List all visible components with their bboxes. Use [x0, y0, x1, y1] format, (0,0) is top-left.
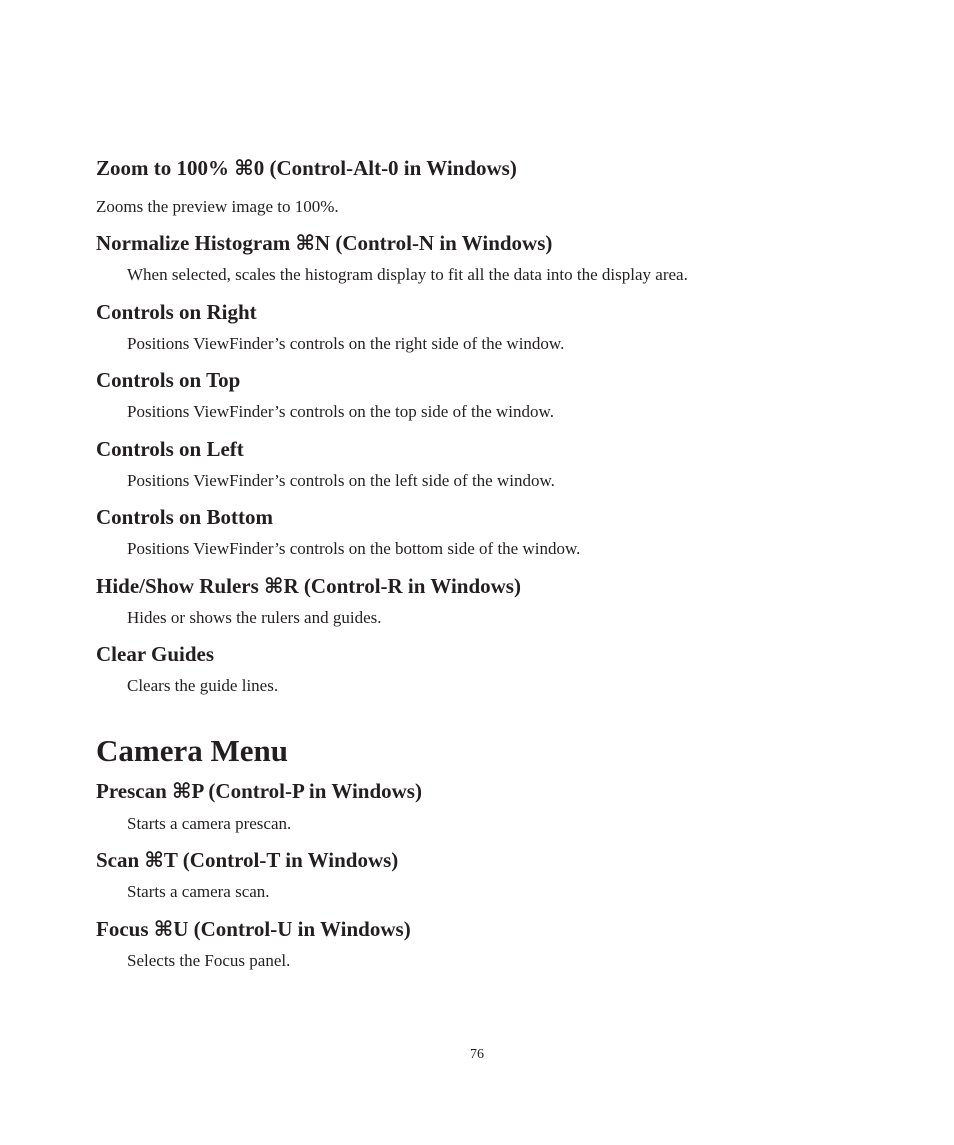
normalize-histogram-heading: Normalize Histogram ⌘N (Control-N in Windows)	[96, 231, 553, 255]
scan-description: Starts a camera scan.	[127, 882, 270, 901]
controls-right-heading: Controls on Right	[96, 300, 257, 324]
normalize-histogram-description: When selected, scales the histogram display to fit all the data into the display area.	[127, 265, 688, 284]
controls-left-description: Positions ViewFinder’s controls on the left side of the window.	[127, 471, 555, 490]
controls-bottom-description: Positions ViewFinder’s controls on the bottom side of the window.	[127, 539, 581, 558]
prescan-heading: Prescan ⌘P (Control-P in Windows)	[96, 779, 422, 803]
clear-guides-description: Clears the guide lines.	[127, 676, 279, 695]
clear-guides-heading: Clear Guides	[96, 642, 215, 666]
controls-left-heading: Controls on Left	[96, 437, 244, 461]
controls-top-heading: Controls on Top	[96, 368, 241, 392]
page-number: 76	[470, 1047, 484, 1062]
camera-menu-title: Camera Menu	[96, 733, 288, 768]
hide-show-rulers-heading: Hide/Show Rulers ⌘R (Control-R in Windows)	[96, 574, 521, 598]
zoom-100-description: Zooms the preview image to 100%.	[96, 197, 339, 216]
focus-description: Selects the Focus panel.	[127, 951, 291, 970]
controls-top-description: Positions ViewFinder’s controls on the top side of the window.	[127, 402, 554, 421]
scan-heading: Scan ⌘T (Control-T in Windows)	[96, 848, 399, 872]
hide-show-rulers-description: Hides or shows the rulers and guides.	[127, 608, 382, 627]
controls-right-description: Positions ViewFinder’s controls on the right side of the window.	[127, 334, 565, 353]
zoom-100-heading: Zoom to 100% ⌘0 (Control-Alt-0 in Windows)	[96, 156, 517, 180]
controls-bottom-heading: Controls on Bottom	[96, 505, 273, 529]
prescan-description: Starts a camera prescan.	[127, 814, 292, 833]
focus-heading: Focus ⌘U (Control-U in Windows)	[96, 917, 411, 941]
